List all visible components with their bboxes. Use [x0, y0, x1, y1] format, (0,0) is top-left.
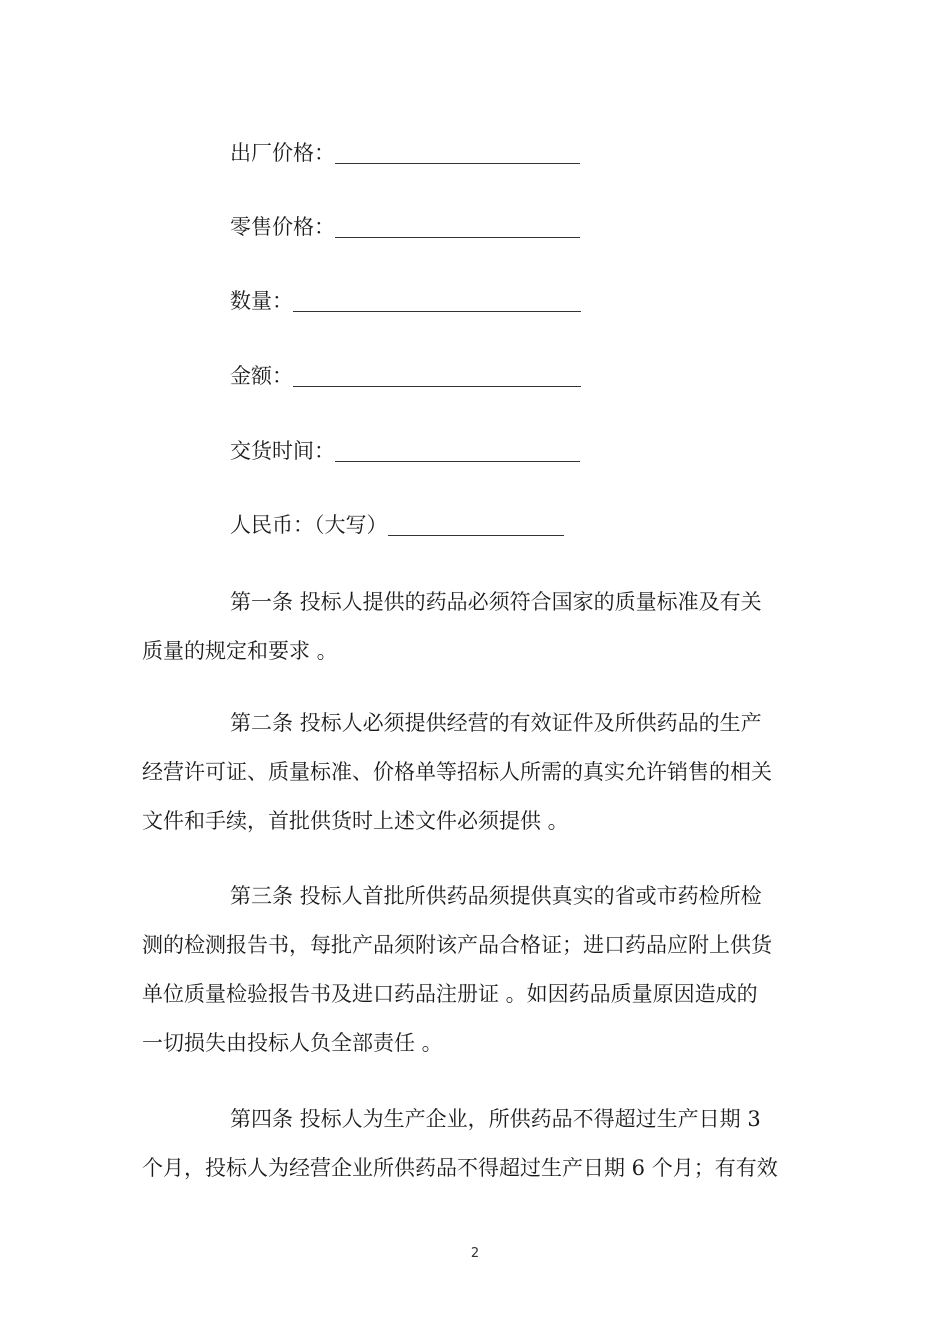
amount-field — [230, 361, 581, 391]
article-2 — [142, 699, 812, 846]
factory-price-field — [230, 138, 580, 168]
retail-price-blank[interactable] — [335, 215, 580, 238]
article-3-line-2: 测的检测报告书，每批产品须附该产品合格证；进口药品应附上供货 — [142, 933, 772, 957]
article-3-line-1: 第三条 投标人首批所供药品须提供真实的省或市药检所检 — [230, 884, 762, 908]
quantity-field — [230, 286, 581, 316]
quantity-blank[interactable] — [293, 289, 581, 312]
page-number: 2 — [470, 1246, 480, 1261]
article-2-line-1: 第二条 投标人必须提供经营的有效证件及所供药品的生产 — [230, 711, 762, 735]
article-4-line-2: 个月，投标人为经营企业所供药品不得超过生产日期 6 个月；有有效 — [142, 1156, 778, 1180]
delivery-time-label: 交货时间： — [230, 439, 335, 463]
factory-price-blank[interactable] — [335, 141, 580, 164]
article-1-line-2: 质量的规定和要求 。 — [142, 639, 338, 663]
quantity-label: 数量： — [230, 289, 293, 313]
delivery-time-blank[interactable] — [335, 439, 580, 462]
rmb-capital-label: 人民币：（大写） — [230, 513, 388, 537]
retail-price-field — [230, 212, 580, 242]
article-1 — [142, 578, 812, 676]
rmb-capital-blank[interactable] — [388, 513, 564, 536]
article-4-line-1: 第四条 投标人为生产企业，所供药品不得超过生产日期 3 — [230, 1107, 761, 1131]
rmb-capital-field — [230, 510, 564, 540]
amount-label: 金额： — [230, 364, 293, 388]
article-1-line-1: 第一条 投标人提供的药品必须符合国家的质量标准及有关 — [230, 590, 762, 614]
article-4 — [142, 1095, 812, 1193]
retail-price-label: 零售价格： — [230, 215, 335, 239]
article-2-line-2: 经营许可证、质量标准、价格单等招标人所需的真实允许销售的相关 — [142, 760, 772, 784]
article-3 — [142, 872, 812, 1068]
amount-blank[interactable] — [293, 364, 581, 387]
factory-price-label: 出厂价格： — [230, 141, 335, 165]
article-3-line-3: 单位质量检验报告书及进口药品注册证 。如因药品质量原因造成的 — [142, 982, 758, 1006]
article-2-line-3: 文件和手续，首批供货时上述文件必须提供 。 — [142, 809, 569, 833]
delivery-time-field — [230, 436, 580, 466]
article-3-line-4: 一切损失由投标人负全部责任 。 — [142, 1031, 443, 1055]
